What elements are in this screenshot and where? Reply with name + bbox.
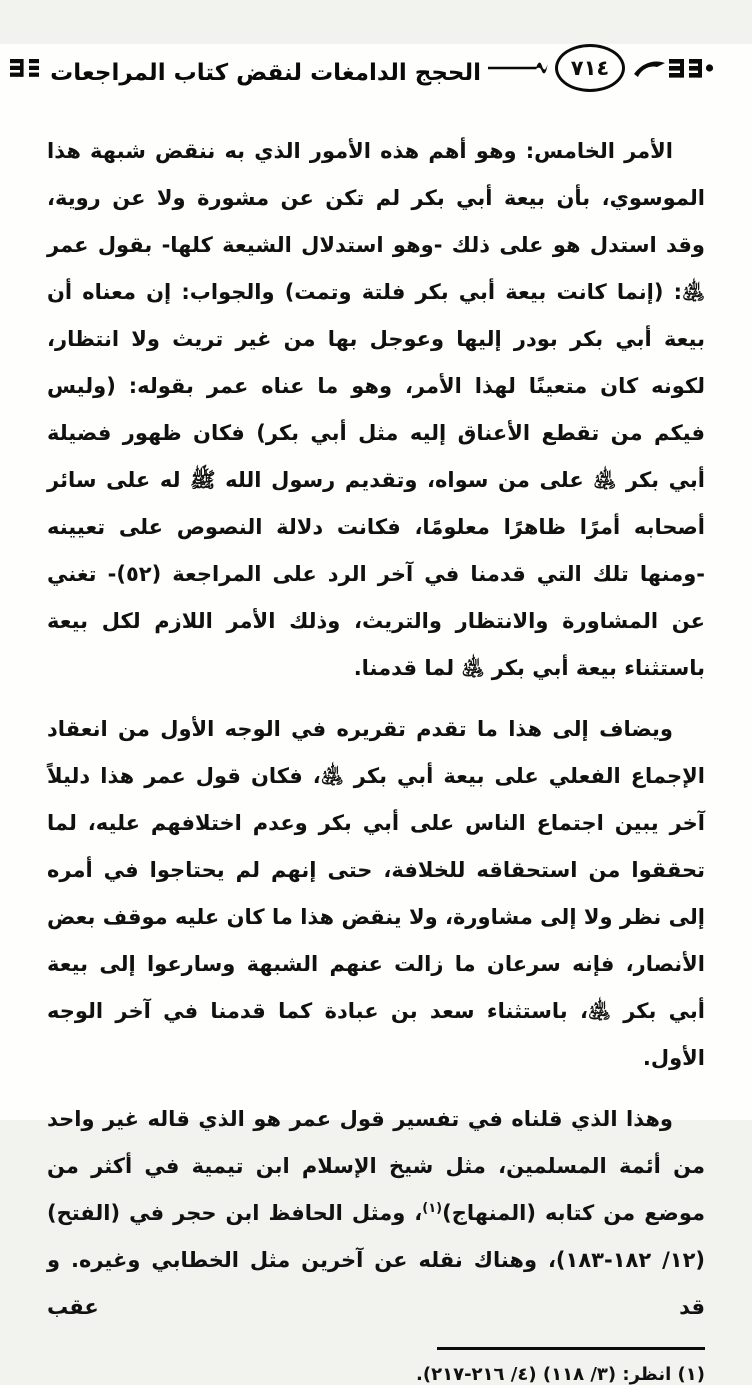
paragraph-1: الأمر الخامس: وهو أهم هذه الأمور الذي به ننقض شبهة هذا الموسوي، بأن بيعة أبي بكر لم تكن عن مشورة ولا عن روية، وقد استدل هو على ذلك -وهو استدلال الشيعة كلها- بقول عمر ﵁: (إنما كانت بيعة أبي بكر فلتة وتمت) والجواب: إن معناه أن بيعة أبي بكر بودر إليها وعوجل بها من غير تريث ولا انتظار، لكونه كان متعينًا لهذا الأمر، وهو ما عناه عمر بقوله: (وليس فيكم من تقطع الأعناق إليه مثل أبي بكر) فكان ظهور فضيلة أبي بكر ﵁ على من سواه، وتقديم رسول الله ﷺ له على سائر أصحابه أمرًا ظاهرًا معلومًا، فكانت دلالة النصوص على تعيينه -ومنها تلك التي قدمنا في آخر الرد على المراجعة (٥٢)- تغني عن المشاورة والانتظار والتريث، وذلك الأمر اللازم لكل بيعة باستثناء بيعة أبي بكر ﵁ لما قدمنا. bbox=[47, 139, 705, 680]
header-rule-flourish-icon bbox=[488, 57, 548, 79]
footnote-separator-rule bbox=[437, 1347, 705, 1350]
page-number-badge bbox=[555, 44, 625, 92]
book-title: الحجج الدامغات لنقض كتاب المراجعات bbox=[50, 60, 481, 86]
book-page bbox=[0, 44, 752, 1385]
footnote-text: (١) انظر: (٣/ ١١٨) (٤/ ٢١٦-٢١٧). bbox=[416, 1363, 705, 1385]
paragraph-3-text: وهذا الذي قلناه في تفسير قول عمر هو الذي قاله غير واحد من أئمة المسلمين، مثل شيخ الإسلام ابن تيمية في أكثر من موضع من كتابه (المنهاج) bbox=[47, 1107, 705, 1225]
paragraph-3-text-continued: ، ومثل الحافظ ابن حجر في (الفتح) (١٢/ ١٨٢-١٨٣)، وهناك نقله عن آخرين مثل الخطابي وغيره. و قد عقب bbox=[47, 1201, 705, 1319]
page-body bbox=[47, 128, 705, 1331]
paragraph-2: ويضاف إلى هذا ما تقدم تقريره في الوجه الأول من انعقاد الإجماع الفعلي على بيعة أبي بكر ﵁، فكان قول عمر هذا دليلاً آخر يبين اجتماع الناس على أبي بكر وعدم اختلافهم عليه، لما تحققوا من استحقاقه للخلافة، حتى إنهم لم يحتاجوا في أمره إلى نظر ولا إلى مشاورة، ولا ينقض هذا ما كان عليه موقف بعض الأنصار، فإنه سرعان ما زالت عنهم الشبهة وسارعوا إلى بيعة أبي بكر ﵁، باستثناء سعد بن عبادة كما قدمنا في آخر الوجه الأول. bbox=[47, 717, 705, 1070]
footnote-area bbox=[47, 1347, 705, 1385]
page-number: ٧١٤ bbox=[570, 56, 610, 80]
header-ornament-right-icon bbox=[632, 53, 716, 83]
footnote-ref-marker: (١) bbox=[422, 1201, 443, 1216]
paragraph-3 bbox=[47, 1096, 705, 1331]
header-ornament-left-icon bbox=[7, 55, 43, 81]
page-header bbox=[44, 44, 716, 92]
